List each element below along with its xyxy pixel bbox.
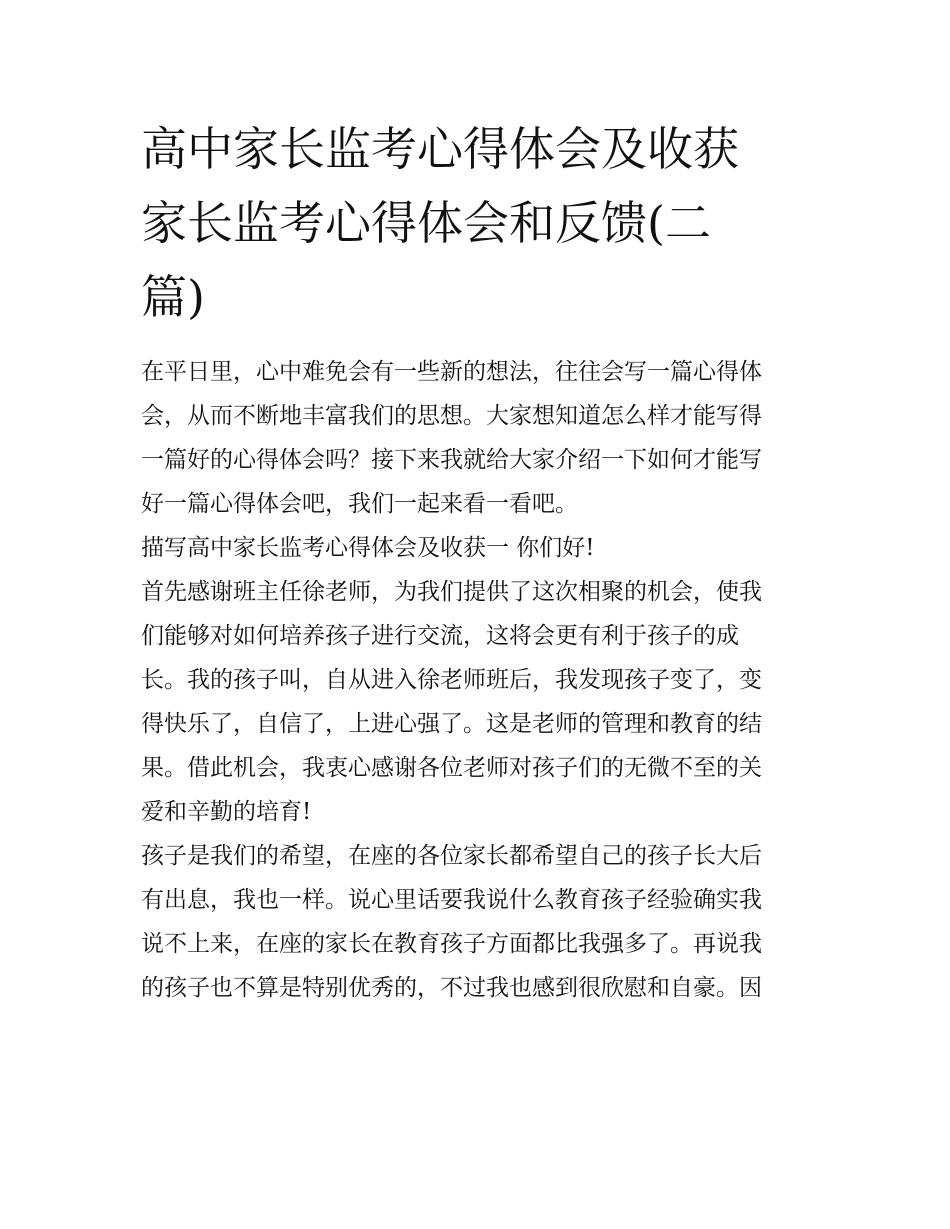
body-line: 孩子是我们的希望，在座的各位家长都希望自己的孩子长大后 — [141, 843, 762, 869]
body-line: 一篇好的心得体会吗？接下来我就给大家介绍一下如何才能写 — [141, 447, 762, 473]
body-line: 描写高中家长监考心得体会及收获一 你们好! — [141, 535, 595, 561]
body-line: 得快乐了，自信了，上进心强了。这是老师的管理和教育的结 — [141, 711, 762, 737]
document-title — [141, 112, 813, 334]
document-body — [141, 350, 813, 1010]
body-line: 会，从而不断地丰富我们的思想。大家想知道怎么样才能写得 — [141, 403, 762, 429]
title-line: 篇) — [141, 270, 205, 324]
title-line: 高中家长监考心得体会及收获 — [141, 122, 739, 176]
title-line: 家长监考心得体会和反馈(二 — [141, 196, 711, 250]
body-line: 在平日里，心中难免会有一些新的想法，往往会写一篇心得体 — [141, 359, 762, 385]
body-line: 说不上来，在座的家长在教育孩子方面都比我强多了。再说我 — [141, 931, 762, 957]
body-line: 首先感谢班主任徐老师，为我们提供了这次相聚的机会，使我 — [141, 579, 762, 605]
body-line: 爱和辛勤的培育! — [141, 799, 312, 825]
body-line: 们能够对如何培养孩子进行交流，这将会更有利于孩子的成 — [141, 623, 739, 649]
document-content — [141, 112, 813, 1010]
body-line: 长。我的孩子叫，自从进入徐老师班后，我发现孩子变了，变 — [141, 667, 762, 693]
body-line: 果。借此机会，我衷心感谢各位老师对孩子们的无微不至的关 — [141, 755, 762, 781]
body-line: 的孩子也不算是特别优秀的，不过我也感到很欣慰和自豪。因 — [141, 975, 762, 1001]
body-line: 有出息，我也一样。说心里话要我说什么教育孩子经验确实我 — [141, 887, 762, 913]
body-line: 好一篇心得体会吧，我们一起来看一看吧。 — [141, 491, 578, 517]
